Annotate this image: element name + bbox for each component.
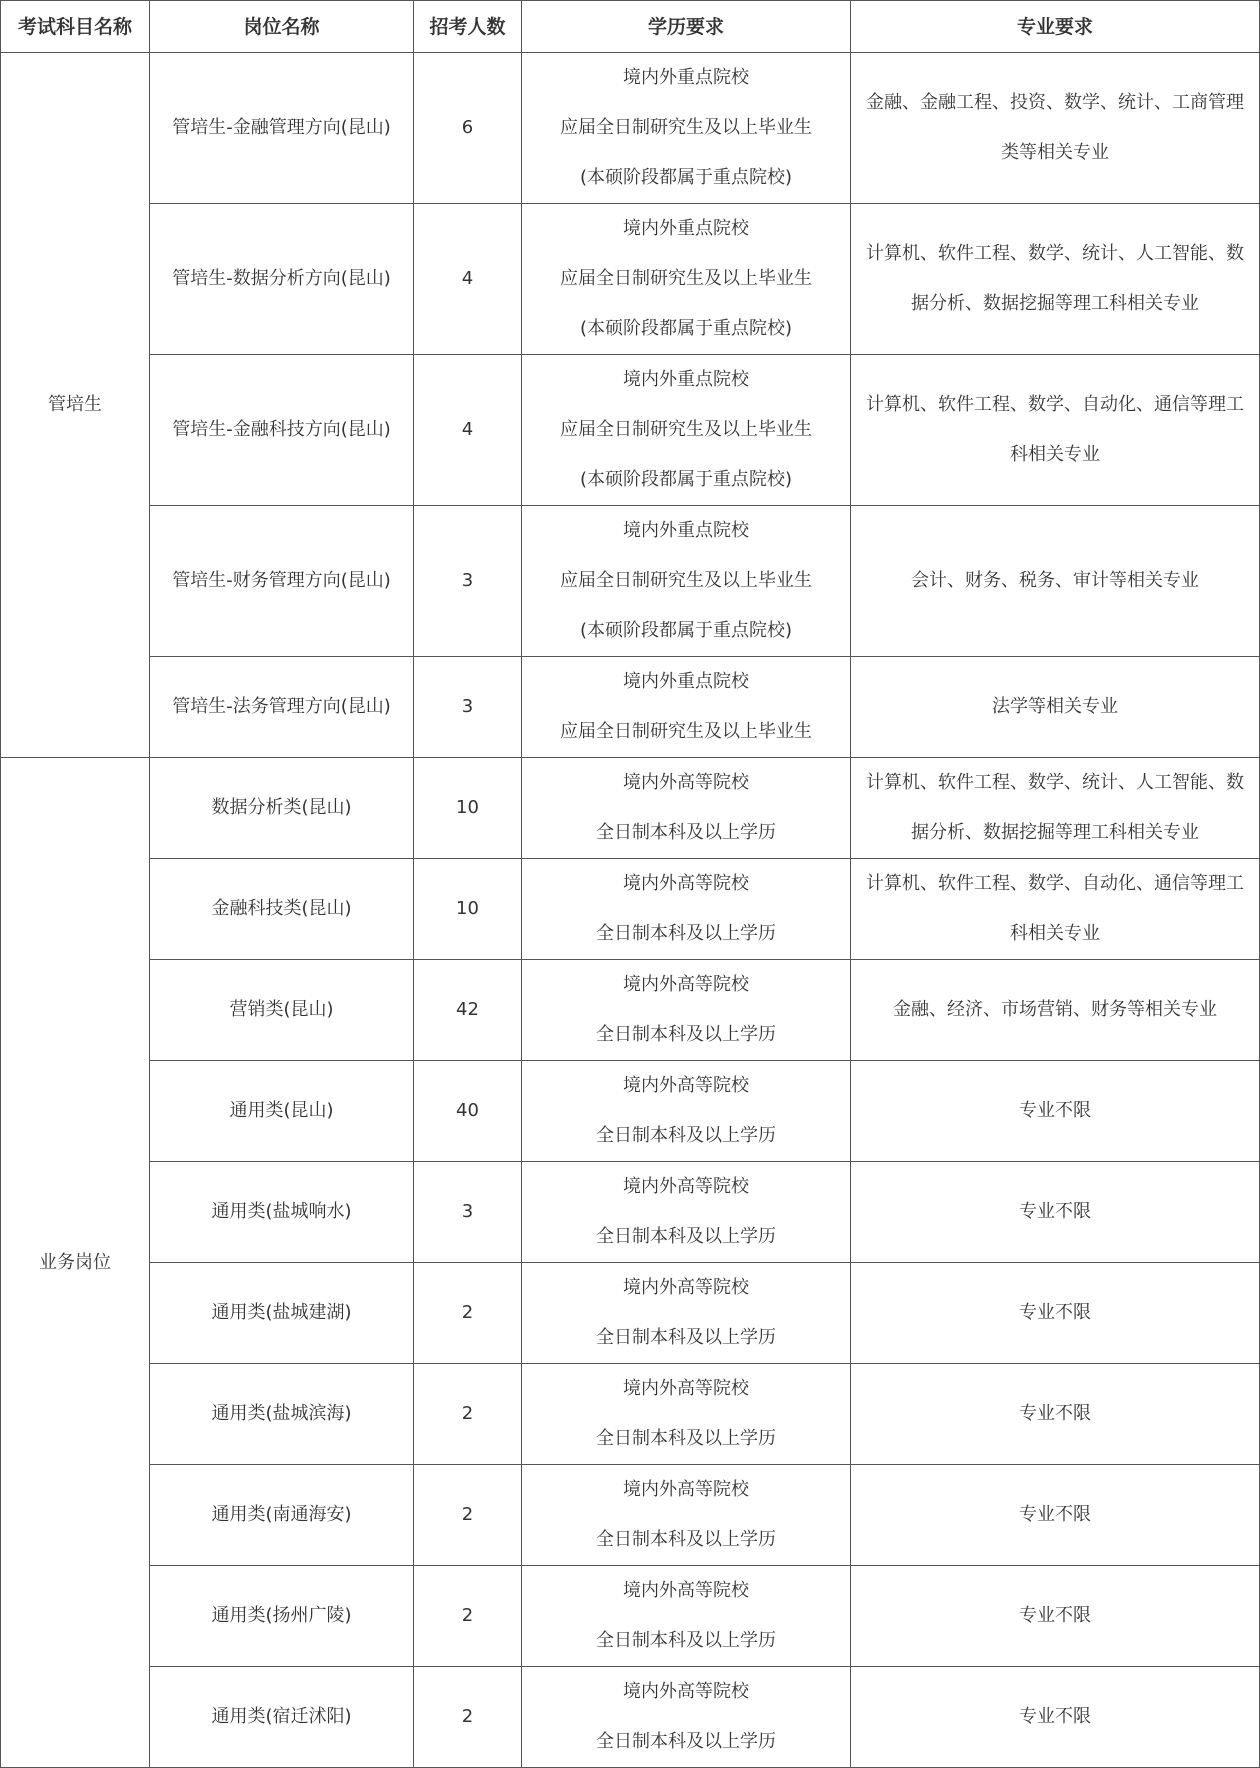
table-row bbox=[1, 960, 1260, 1061]
major-cell bbox=[851, 204, 1260, 355]
education-line: 应届全日制研究生及以上毕业生 bbox=[560, 419, 812, 440]
education-cell bbox=[522, 1566, 851, 1667]
position-cell: 数据分析类(昆山) bbox=[150, 758, 414, 859]
count-cell: 2 bbox=[414, 1566, 522, 1667]
education-line: (本硕阶段都属于重点院校) bbox=[579, 167, 793, 188]
count-cell: 10 bbox=[414, 758, 522, 859]
education-cell bbox=[522, 355, 851, 506]
major-cell bbox=[851, 859, 1260, 960]
header-major: 专业要求 bbox=[851, 1, 1260, 53]
major-line: 计算机、软件工程、数学、自动化、通信等理工 bbox=[866, 873, 1244, 894]
major-line: 科相关专业 bbox=[1010, 923, 1100, 944]
major-line: 会计、财务、税务、审计等相关专业 bbox=[911, 570, 1199, 591]
major-line: 计算机、软件工程、数学、自动化、通信等理工 bbox=[866, 394, 1244, 415]
education-cell bbox=[522, 1162, 851, 1263]
count-cell: 3 bbox=[414, 506, 522, 657]
major-line: 专业不限 bbox=[1019, 1504, 1091, 1525]
education-line: 境内外重点院校 bbox=[623, 520, 749, 541]
major-cell bbox=[851, 355, 1260, 506]
position-cell: 金融科技类(昆山) bbox=[150, 859, 414, 960]
count-cell: 40 bbox=[414, 1061, 522, 1162]
subject-cell: 管培生 bbox=[1, 53, 150, 758]
major-cell bbox=[851, 1667, 1260, 1768]
major-cell bbox=[851, 1364, 1260, 1465]
education-cell bbox=[522, 758, 851, 859]
education-line: 境内外高等院校 bbox=[623, 772, 749, 793]
education-line: 应届全日制研究生及以上毕业生 bbox=[560, 570, 812, 591]
education-line: 全日制本科及以上学历 bbox=[596, 923, 776, 944]
position-cell: 通用类(宿迁沭阳) bbox=[150, 1667, 414, 1768]
table-row bbox=[1, 1061, 1260, 1162]
header-subject: 考试科目名称 bbox=[1, 1, 150, 53]
table-row bbox=[1, 1465, 1260, 1566]
count-cell: 4 bbox=[414, 204, 522, 355]
major-cell bbox=[851, 1263, 1260, 1364]
major-cell bbox=[851, 1465, 1260, 1566]
header-count: 招考人数 bbox=[414, 1, 522, 53]
table-row bbox=[1, 1364, 1260, 1465]
education-line: 境内外重点院校 bbox=[623, 218, 749, 239]
education-cell bbox=[522, 859, 851, 960]
education-line: 境内外高等院校 bbox=[623, 1176, 749, 1197]
count-cell: 42 bbox=[414, 960, 522, 1061]
education-line: 境内外高等院校 bbox=[623, 873, 749, 894]
education-cell bbox=[522, 657, 851, 758]
education-line: 全日制本科及以上学历 bbox=[596, 1226, 776, 1247]
education-line: 境内外高等院校 bbox=[623, 1378, 749, 1399]
table-row bbox=[1, 1162, 1260, 1263]
education-cell bbox=[522, 960, 851, 1061]
table-row bbox=[1, 1667, 1260, 1768]
education-cell bbox=[522, 1465, 851, 1566]
major-line: 专业不限 bbox=[1019, 1605, 1091, 1626]
major-line: 专业不限 bbox=[1019, 1706, 1091, 1727]
education-line: (本硕阶段都属于重点院校) bbox=[579, 620, 793, 641]
position-cell: 管培生-财务管理方向(昆山) bbox=[150, 506, 414, 657]
major-line: 据分析、数据挖掘等理工科相关专业 bbox=[911, 822, 1199, 843]
table-row bbox=[1, 657, 1260, 758]
education-line: 境内外高等院校 bbox=[623, 1479, 749, 1500]
education-cell bbox=[522, 1667, 851, 1768]
position-cell: 管培生-金融管理方向(昆山) bbox=[150, 53, 414, 204]
education-line: 应届全日制研究生及以上毕业生 bbox=[560, 268, 812, 289]
education-line: 境内外高等院校 bbox=[623, 1075, 749, 1096]
position-cell: 通用类(扬州广陵) bbox=[150, 1566, 414, 1667]
major-cell bbox=[851, 1061, 1260, 1162]
education-line: 全日制本科及以上学历 bbox=[596, 1024, 776, 1045]
education-line: 全日制本科及以上学历 bbox=[596, 1327, 776, 1348]
position-cell: 通用类(昆山) bbox=[150, 1061, 414, 1162]
count-cell: 3 bbox=[414, 657, 522, 758]
education-line: 全日制本科及以上学历 bbox=[596, 1630, 776, 1651]
major-cell bbox=[851, 758, 1260, 859]
major-line: 专业不限 bbox=[1019, 1403, 1091, 1424]
major-line: 专业不限 bbox=[1019, 1302, 1091, 1323]
major-line: 专业不限 bbox=[1019, 1201, 1091, 1222]
count-cell: 10 bbox=[414, 859, 522, 960]
position-cell: 营销类(昆山) bbox=[150, 960, 414, 1061]
table-row bbox=[1, 859, 1260, 960]
major-line: 科相关专业 bbox=[1010, 444, 1100, 465]
count-cell: 2 bbox=[414, 1465, 522, 1566]
count-cell: 4 bbox=[414, 355, 522, 506]
table-body bbox=[1, 53, 1260, 1768]
table-row bbox=[1, 355, 1260, 506]
count-cell: 3 bbox=[414, 1162, 522, 1263]
table-row bbox=[1, 758, 1260, 859]
education-line: 境内外重点院校 bbox=[623, 671, 749, 692]
education-line: 境内外重点院校 bbox=[623, 67, 749, 88]
major-line: 类等相关专业 bbox=[1001, 142, 1109, 163]
position-cell: 通用类(盐城响水) bbox=[150, 1162, 414, 1263]
table-row bbox=[1, 53, 1260, 204]
education-line: 全日制本科及以上学历 bbox=[596, 822, 776, 843]
header-row bbox=[1, 1, 1260, 53]
major-line: 据分析、数据挖掘等理工科相关专业 bbox=[911, 293, 1199, 314]
major-line: 计算机、软件工程、数学、统计、人工智能、数 bbox=[866, 243, 1244, 264]
major-line: 专业不限 bbox=[1019, 1100, 1091, 1121]
header-education: 学历要求 bbox=[522, 1, 851, 53]
education-cell bbox=[522, 204, 851, 355]
major-line: 法学等相关专业 bbox=[992, 696, 1118, 717]
header-position: 岗位名称 bbox=[150, 1, 414, 53]
table-row bbox=[1, 506, 1260, 657]
education-line: 全日制本科及以上学历 bbox=[596, 1731, 776, 1752]
position-cell: 通用类(盐城滨海) bbox=[150, 1364, 414, 1465]
table-row bbox=[1, 204, 1260, 355]
major-cell bbox=[851, 657, 1260, 758]
position-cell: 管培生-数据分析方向(昆山) bbox=[150, 204, 414, 355]
count-cell: 2 bbox=[414, 1364, 522, 1465]
major-cell bbox=[851, 960, 1260, 1061]
subject-cell: 业务岗位 bbox=[1, 758, 150, 1768]
education-line: (本硕阶段都属于重点院校) bbox=[579, 469, 793, 490]
education-cell bbox=[522, 506, 851, 657]
major-line: 计算机、软件工程、数学、统计、人工智能、数 bbox=[866, 772, 1244, 793]
education-cell bbox=[522, 1364, 851, 1465]
education-line: 境内外高等院校 bbox=[623, 1277, 749, 1298]
education-line: 全日制本科及以上学历 bbox=[596, 1529, 776, 1550]
major-line: 金融、金融工程、投资、数学、统计、工商管理 bbox=[866, 92, 1244, 113]
education-line: 应届全日制研究生及以上毕业生 bbox=[560, 117, 812, 138]
position-cell: 通用类(南通海安) bbox=[150, 1465, 414, 1566]
education-line: 境内外高等院校 bbox=[623, 974, 749, 995]
count-cell: 2 bbox=[414, 1263, 522, 1364]
position-cell: 管培生-金融科技方向(昆山) bbox=[150, 355, 414, 506]
count-cell: 6 bbox=[414, 53, 522, 204]
major-cell bbox=[851, 1566, 1260, 1667]
table-row bbox=[1, 1263, 1260, 1364]
education-cell bbox=[522, 1061, 851, 1162]
education-line: 境内外高等院校 bbox=[623, 1580, 749, 1601]
major-cell bbox=[851, 1162, 1260, 1263]
major-cell bbox=[851, 506, 1260, 657]
education-cell bbox=[522, 53, 851, 204]
education-cell bbox=[522, 1263, 851, 1364]
major-line: 金融、经济、市场营销、财务等相关专业 bbox=[893, 999, 1217, 1020]
position-cell: 通用类(盐城建湖) bbox=[150, 1263, 414, 1364]
major-cell bbox=[851, 53, 1260, 204]
position-cell: 管培生-法务管理方向(昆山) bbox=[150, 657, 414, 758]
education-line: 境内外高等院校 bbox=[623, 1681, 749, 1702]
education-line: 全日制本科及以上学历 bbox=[596, 1428, 776, 1449]
education-line: 应届全日制研究生及以上毕业生 bbox=[560, 721, 812, 742]
education-line: (本硕阶段都属于重点院校) bbox=[579, 318, 793, 339]
education-line: 全日制本科及以上学历 bbox=[596, 1125, 776, 1146]
table-row bbox=[1, 1566, 1260, 1667]
count-cell: 2 bbox=[414, 1667, 522, 1768]
education-line: 境内外重点院校 bbox=[623, 369, 749, 390]
